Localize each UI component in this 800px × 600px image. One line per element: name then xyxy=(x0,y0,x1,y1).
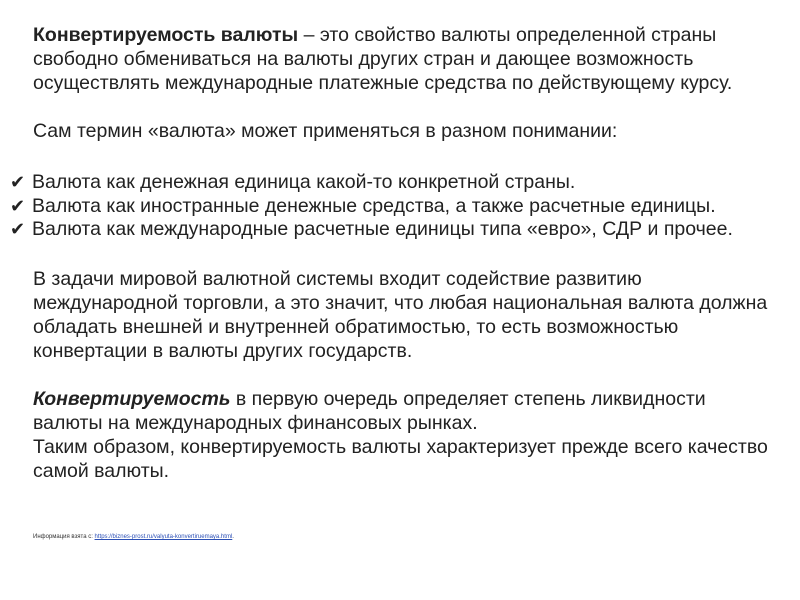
definition-text: – это свойство валюты определенной страны свободно обмениваться на валюты других стран и дающее возможность осуществлять международные платежные средства по действующему курсу. xyxy=(33,24,733,94)
term-convertibility-bold-italic: Конвертируемость xyxy=(33,388,231,410)
paragraph-term-meaning: Сам термин «валюта» может применяться в разном понимании: xyxy=(33,120,618,142)
checkmark-icon: ✔ xyxy=(10,219,26,240)
list-item xyxy=(10,218,780,242)
list-item xyxy=(10,171,780,195)
list-item xyxy=(10,195,780,219)
paragraph-world-system: В задачи мировой валютной системы входит содействие развитию международной торговли, а это значит, что любая национальная валюта должна обладать внешней и внутренней обратимостью, то есть возможностью конвертации в валюты других государств. xyxy=(33,268,768,362)
meaning-list xyxy=(10,171,780,242)
list-item-text: Валюта как международные расчетные единицы типа «евро», СДР и прочее. xyxy=(32,218,733,240)
checkmark-icon: ✔ xyxy=(10,195,26,217)
list-item-text: Валюта как иностранные денежные средства, а также расчетные единицы. xyxy=(32,194,716,217)
term-convertibility-bold: Конвертируемость валюты xyxy=(33,24,299,46)
paragraph-definition xyxy=(33,23,773,95)
source-prefix: Информация взята с: xyxy=(33,534,95,540)
paragraph-liquidity xyxy=(33,387,778,483)
source-note xyxy=(33,533,234,541)
liquidity-text: в первую очередь определяет степень ликвидности валюты на международных финансовых рынках. xyxy=(33,388,706,434)
source-link[interactable]: https://biznes-prost.ru/valyuta-konvertiruemaya.html xyxy=(94,534,233,540)
checkmark-icon: ✔ xyxy=(10,172,26,193)
source-suffix: . xyxy=(232,534,234,540)
list-item-text: Валюта как денежная единица какой-то конкретной страны. xyxy=(32,171,576,193)
quality-text: Таким образом, конвертируемость валюты характеризует прежде всего качество самой валюты. xyxy=(33,436,768,482)
